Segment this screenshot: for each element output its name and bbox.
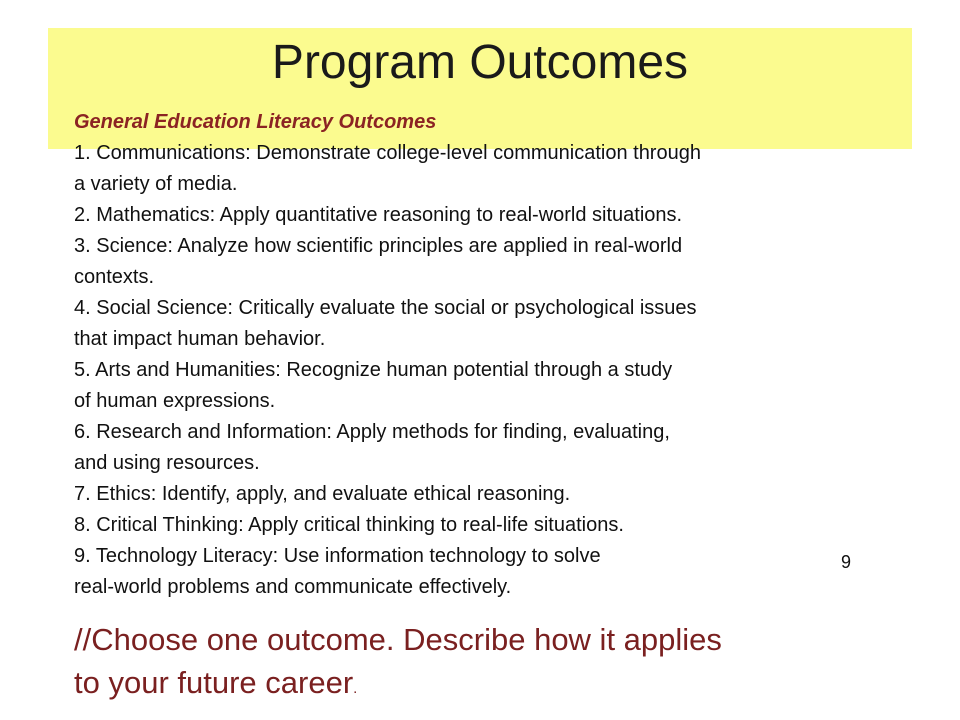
- outcome-line: 8. Critical Thinking: Apply critical thinking to real-life situations.: [74, 514, 624, 536]
- outcome-line: 4. Social Science: Critically evaluate the social or psychological issues: [74, 297, 697, 319]
- outcome-line: that impact human behavior.: [74, 328, 326, 350]
- outcome-line: 1. Communications: Demonstrate college-level communication through: [74, 142, 701, 164]
- outcome-line: 3. Science: Analyze how scientific principles are applied in real-world: [74, 235, 683, 257]
- prompt-line-text: to your future career: [74, 665, 354, 700]
- outcome-line: a variety of media.: [74, 173, 238, 195]
- outcome-line: and using resources.: [74, 452, 260, 474]
- outcome-line: 2. Mathematics: Apply quantitative reasoning to real-world situations.: [74, 204, 683, 226]
- outcome-line: of human expressions.: [74, 390, 276, 412]
- prompt-line: //Choose one outcome. Describe how it applies: [74, 622, 722, 657]
- outcome-line: 5. Arts and Humanities: Recognize human potential through a study: [74, 359, 673, 381]
- outcome-line: 7. Ethics: Identify, apply, and evaluate ethical reasoning.: [74, 483, 571, 505]
- outcome-line: real-world problems and communicate effectively.: [74, 576, 512, 598]
- section-heading: General Education Literacy Outcomes: [74, 111, 437, 133]
- prompt-period: .: [353, 680, 358, 697]
- prompt-line-2: [74, 661, 934, 710]
- assignment-prompt: [74, 618, 934, 710]
- page-number: 9: [841, 552, 852, 572]
- outcomes-content: [74, 107, 864, 603]
- outcome-line: 9. Technology Literacy: Use information technology to solve: [74, 545, 601, 567]
- outcome-line: contexts.: [74, 266, 155, 288]
- slide-title: Program Outcomes: [271, 36, 689, 89]
- outcome-line: 6. Research and Information: Apply methods for finding, evaluating,: [74, 421, 670, 443]
